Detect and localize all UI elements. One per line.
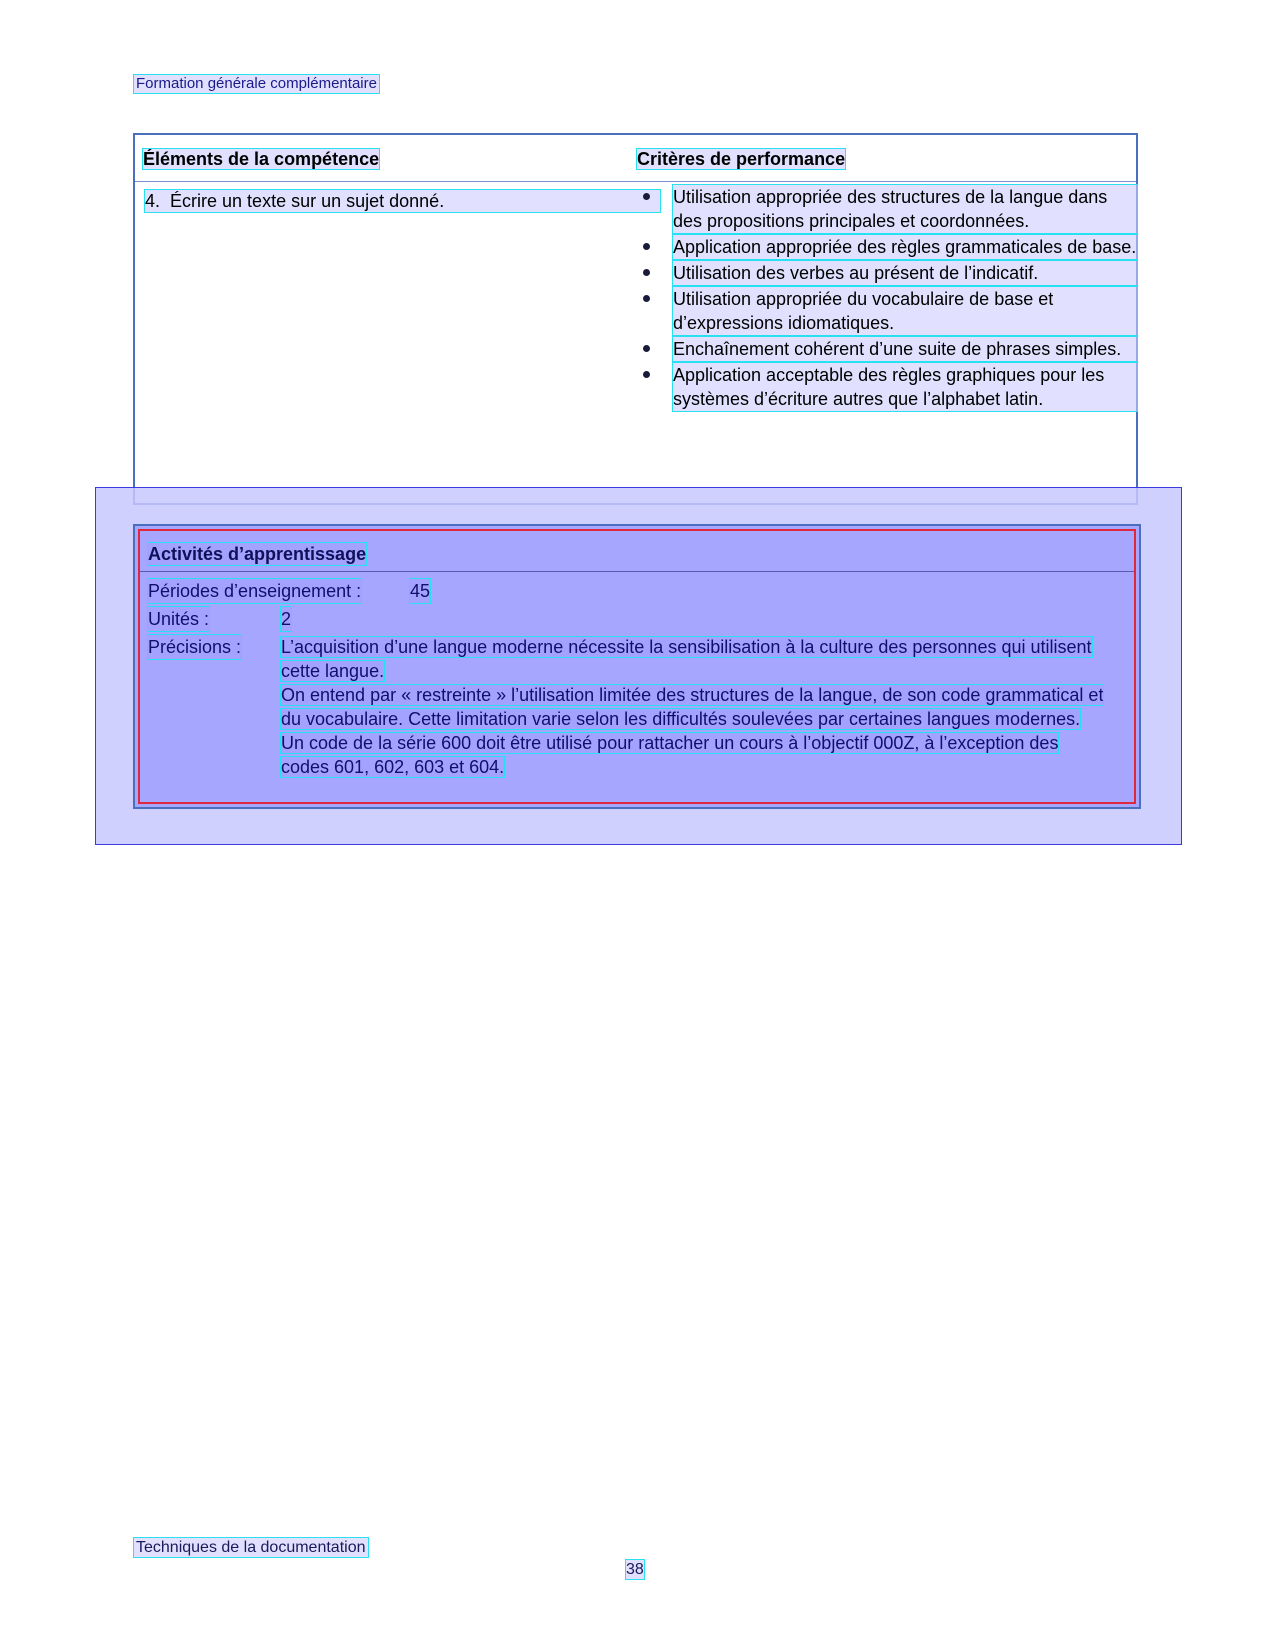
- competence-element: [145, 190, 660, 212]
- competence-table: [133, 133, 1138, 505]
- criterion-item: [637, 235, 1137, 259]
- unites-label: Unités :: [148, 609, 210, 629]
- bullet-icon: [637, 235, 667, 257]
- precision-paragraph: Un code de la série 600 doit être utilisé pour rattacher un cours à l’objectif 000Z, à l’exception des codes 601, 602, 603 et 604.: [281, 733, 1059, 777]
- criterion-text: Enchaînement cohérent d’une suite de phrases simples.: [673, 337, 1137, 361]
- criterion-item: [637, 261, 1137, 285]
- criterion-item: [637, 185, 1137, 233]
- bullet-icon: [637, 261, 667, 283]
- criterion-text: Utilisation appropriée du vocabulaire de base et d’expressions idiomatiques.: [673, 287, 1137, 335]
- criterion-text: Utilisation des verbes au présent de l’indicatif.: [673, 261, 1137, 285]
- element-description: Écrire un texte sur un sujet donné.: [170, 191, 445, 211]
- table-header-row: [135, 135, 1136, 182]
- periodes-row: [148, 579, 431, 603]
- criterion-text: Utilisation appropriée des structures de la langue dans des propositions principales et coordonnées.: [673, 185, 1137, 233]
- bullet-icon: [637, 185, 667, 207]
- running-footer: Techniques de la documentation: [136, 1539, 366, 1556]
- criterion-text: Application appropriée des règles grammaticales de base.: [673, 237, 1137, 257]
- element-number: 4.: [145, 191, 161, 211]
- activities-inner-frame: [138, 529, 1136, 804]
- bullet-icon: [637, 363, 667, 385]
- criterion-text: Application acceptable des règles graphiques pour les systèmes d’écriture autres que l’alphabet latin.: [673, 363, 1137, 411]
- precision-paragraph: On entend par « restreinte » l’utilisation limitée des structures de la langue, de son code grammatical et du vocabulaire. Cette limitation varie selon les difficultés soulevées par certaines langues modernes.: [281, 685, 1104, 729]
- running-header: Formation générale complémentaire: [136, 75, 377, 92]
- activities-title: Activités d’apprentissage: [148, 544, 367, 564]
- precisions-text: [281, 635, 1111, 779]
- criterion-item: [637, 287, 1137, 335]
- criterion-item: [637, 363, 1137, 411]
- precisions-row: [148, 635, 1138, 777]
- page-number: 38: [626, 1561, 644, 1578]
- criterion-item: [637, 337, 1137, 361]
- bullet-icon: [637, 287, 667, 309]
- column-header-criteres: Critères de performance: [637, 149, 846, 169]
- unites-value: 2: [281, 609, 292, 629]
- unites-row: [148, 607, 292, 631]
- divider: [140, 571, 1134, 572]
- criteria-list: [637, 185, 1137, 413]
- bullet-icon: [637, 337, 667, 359]
- periodes-value: 45: [410, 581, 431, 601]
- column-header-elements: Éléments de la compétence: [143, 149, 380, 169]
- precisions-label: Précisions :: [148, 637, 242, 657]
- precision-paragraph: L’acquisition d’une langue moderne nécessite la sensibilisation à la culture des personnes qui utilisent cette langue.: [281, 637, 1092, 681]
- periodes-label: Périodes d’enseignement :: [148, 581, 362, 601]
- activities-box: [133, 524, 1141, 809]
